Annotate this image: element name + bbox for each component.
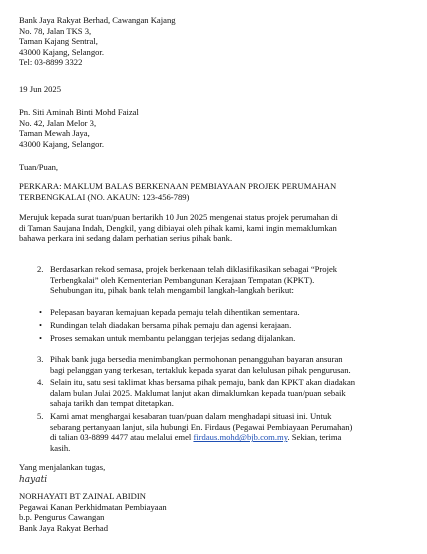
sender-telephone: Tel: 03-8899 3322 [19, 57, 83, 68]
paragraph-line: dalam bulan Julai 2025. Maklumat lanjut akan dimaklumkan kepada tuan/puan sebaik [50, 387, 346, 398]
subject-line: PERKARA: MAKLUM BALAS BERKENAAN PEMBIAYAAN PROJEK PERUMAHAN [19, 181, 337, 191]
paragraph-line: sebarang pertanyaan lanjut, sila hubungi En. Firdaus (Pegawai Pembiayaan Perumahan) [50, 421, 353, 432]
subject-line: TERBENGKALAI (NO. AKAUN: 123-456-789) [19, 191, 190, 202]
bullet-item [37, 333, 413, 344]
paragraph-line: Terbengkalai” oleh Kementerian Pembangunan Kerajaan Tempatan (KPKT). [50, 274, 315, 285]
sender-name: Bank Jaya Rakyat Berhad, Cawangan Kajang [19, 15, 176, 25]
sender-address-line: 43000 Kajang, Selangor. [19, 46, 104, 57]
paragraph-line: sahaja tarikh dan tempat ditetapkan. [50, 398, 174, 409]
signatory-on-behalf: b.p. Pengurus Cawangan [19, 512, 105, 523]
recipient-address-line: Taman Mewah Jaya, [19, 128, 90, 139]
paragraph-line: Selain itu, satu sesi taklimat khas bersama pihak pemaju, bank dan KPKT akan diadakan [50, 377, 356, 387]
paragraph-line: Pihak bank juga bersedia menimbangkan permohonan penangguhan bayaran ansuran [50, 354, 343, 364]
sender-address-line: Taman Kajang Sentral, [19, 36, 98, 47]
paragraph-line: Kami amat menghargai kesabaran tuan/puan dalam menghadapi situasi ini. Untuk [50, 411, 332, 421]
signatory-block [19, 491, 413, 533]
signatory-name: NORHAYATI BT ZAINAL ABIDIN [19, 491, 146, 501]
paragraph-number: 4. [37, 377, 44, 387]
salutation: Tuan/Puan, [19, 162, 59, 172]
subject-heading [19, 181, 413, 202]
bullet-icon: • [39, 333, 43, 343]
recipient-address-line: No. 42, Jalan Melor 3, [19, 117, 97, 128]
paragraph-line: kasih. [50, 442, 71, 453]
numbered-paragraph-4 [37, 377, 413, 409]
signatory-bank: Bank Jaya Rakyat Berhad [19, 522, 109, 533]
sender-address-line: No. 78, Jalan TKS 3, [19, 25, 92, 36]
paragraph-line: bagi pelanggan yang terkesan, tertakluk kepada syarat dan kelulusan pihak pengurusan. [50, 364, 351, 375]
bullet-icon: • [39, 307, 43, 317]
intro-paragraph [19, 212, 413, 244]
paragraph-number: 3. [37, 354, 44, 364]
numbered-paragraph-3 [37, 354, 413, 375]
paragraph-text: . Sekian, terima [287, 432, 342, 443]
recipient-address [19, 107, 413, 149]
sender-address [19, 15, 413, 68]
bullet-icon: • [39, 320, 43, 330]
handwritten-signature: hayati [19, 475, 48, 485]
paragraph-number: 2. [37, 264, 44, 274]
paragraph-line: Merujuk kepada surat tuan/puan bertarikh 10 Jun 2025 mengenai status projek perumahan di [19, 212, 338, 222]
paragraph-number: 5. [37, 411, 44, 421]
letter-date: 19 Jun 2025 [19, 84, 62, 94]
closing: Yang menjalankan tugas, [19, 462, 106, 472]
paragraph-line: di Taman Saujana Indah, Dengkil, yang dibiayai oleh pihak kami, kami ingin memaklumkan [19, 222, 337, 233]
recipient-name: Pn. Siti Aminah Binti Mohd Faizal [19, 107, 139, 117]
paragraph-line: Sehubungan itu, pihak bank telah mengambil langkah-langkah berikut: [50, 285, 294, 296]
paragraph-text: di talian 03-8899 4477 atau melalui emel [50, 432, 194, 443]
signatory-title: Pegawai Kanan Perkhidmatan Pembiayaan [19, 501, 167, 512]
bullet-text: Pelepasan bayaran kemajuan kepada pemaju telah dihentikan sementara. [50, 307, 300, 317]
recipient-address-line: 43000 Kajang, Selangor. [19, 138, 104, 149]
numbered-paragraph-2 [37, 264, 413, 296]
bullet-item [37, 307, 413, 318]
paragraph-line: Berdasarkan rekod semasa, projek berkenaan telah diklasifikasikan sebagai “Projek [50, 264, 338, 274]
bullet-text: Rundingan telah diadakan bersama pihak pemaju dan agensi kerajaan. [50, 320, 292, 330]
bullet-text: Proses semakan untuk membantu pelanggan terjejas sedang dijalankan. [50, 333, 296, 343]
bullet-item [37, 320, 413, 331]
numbered-paragraph-5 [37, 411, 413, 453]
paragraph-line: bahawa perkara ini sedang dalam perhatian serius pihak bank. [19, 233, 233, 244]
paragraph-line [50, 432, 413, 443]
email-link[interactable]: firdaus.mohd@bjb.com.my [193, 432, 288, 443]
